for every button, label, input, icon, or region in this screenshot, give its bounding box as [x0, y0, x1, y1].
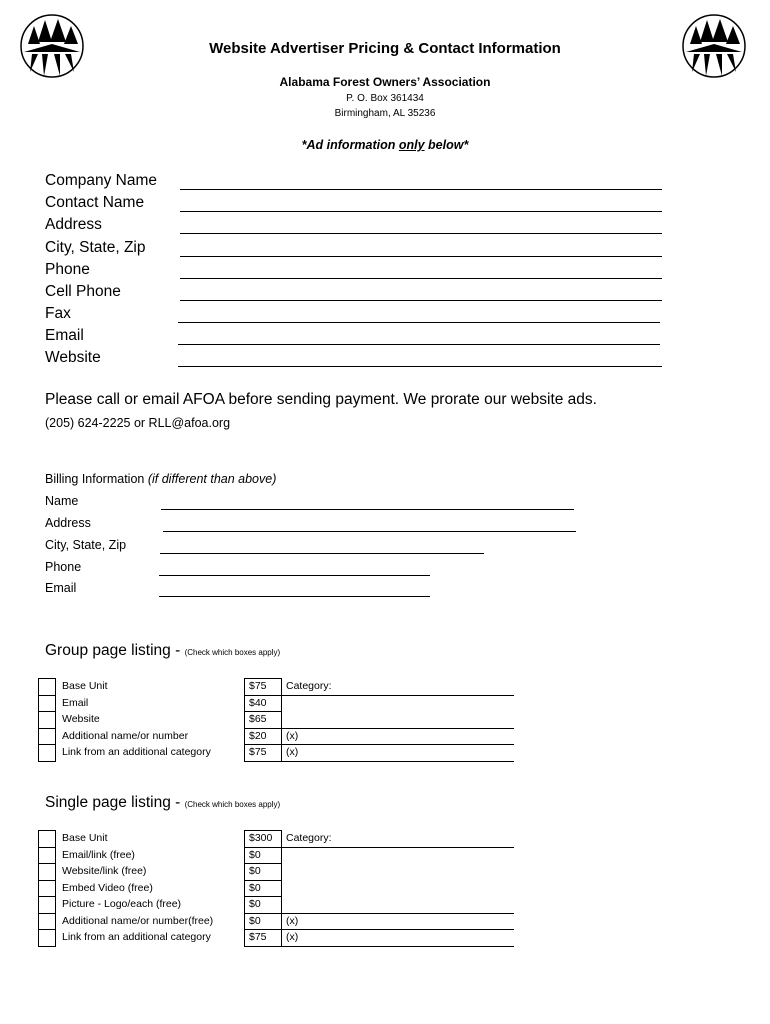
billing-name-field[interactable] [161, 509, 574, 510]
billing-address-field[interactable] [163, 531, 576, 532]
checkbox[interactable] [39, 695, 56, 712]
billing-city-label: City, State, Zip [45, 538, 127, 552]
table-row: Picture - Logo/each (free) $0 [39, 897, 515, 914]
table-row: Website/link (free) $0 [39, 864, 515, 881]
table-row: Email/link (free) $0 [39, 847, 515, 864]
city-state-zip-label: City, State, Zip [45, 239, 146, 256]
ad-info-note: *Ad information only below* [301, 138, 469, 152]
address-label: Address [45, 216, 102, 233]
table-row: Base Unit $75 Category: [39, 679, 515, 696]
checkbox[interactable] [39, 831, 56, 848]
checkbox[interactable] [39, 897, 56, 914]
website-field[interactable] [178, 366, 662, 367]
billing-phone-label: Phone [45, 560, 82, 574]
checkbox[interactable] [39, 679, 56, 696]
billing-phone-field[interactable] [159, 575, 430, 576]
group-listing-table [38, 678, 514, 762]
phone-field[interactable] [180, 278, 662, 279]
billing-name-label: Name [45, 494, 79, 508]
table-row: Additional name/or number(free) $0 (x) [39, 913, 515, 930]
city-address: Birmingham, AL 35236 [334, 108, 436, 119]
org-name: Alabama Forest Owners’ Association [279, 75, 491, 89]
table-row: Additional name/or number $20 (x) [39, 728, 515, 745]
fax-field[interactable] [178, 322, 660, 323]
checkbox[interactable] [39, 728, 56, 745]
checkbox[interactable] [39, 864, 56, 881]
contact-name-label: Contact Name [45, 194, 145, 211]
payment-note: Please call or email AFOA before sending payment. We prorate our website ads. [45, 391, 597, 408]
page-title: Website Advertiser Pricing & Contact Information [209, 40, 561, 57]
checkbox[interactable] [39, 847, 56, 864]
po-box: P. O. Box 361434 [346, 93, 424, 104]
billing-city-field[interactable] [160, 553, 484, 554]
company-name-label: Company Name [45, 172, 157, 189]
fax-label: Fax [45, 305, 71, 322]
single-listing-title: Single page listing - (Check which boxes apply) [45, 794, 281, 811]
billing-address-label: Address [45, 516, 91, 530]
cell-phone-field[interactable] [180, 300, 662, 301]
city-state-zip-field[interactable] [180, 256, 662, 257]
table-row: Website $65 [39, 712, 515, 729]
table-row: Email $40 [39, 695, 515, 712]
contact-name-field[interactable] [180, 211, 662, 212]
single-listing-table [38, 830, 514, 947]
checkbox[interactable] [39, 880, 56, 897]
address-field[interactable] [180, 233, 662, 234]
checkbox[interactable] [39, 712, 56, 729]
phone-label: Phone [45, 261, 90, 278]
email-label: Email [45, 327, 84, 344]
email-field[interactable] [178, 344, 660, 345]
contact-info: (205) 624-2225 or RLL@afoa.org [45, 416, 231, 430]
website-label: Website [45, 349, 101, 366]
company-name-field[interactable] [180, 189, 662, 190]
checkbox[interactable] [39, 930, 56, 947]
checkbox[interactable] [39, 913, 56, 930]
billing-email-label: Email [45, 581, 77, 595]
table-row: Embed Video (free) $0 [39, 880, 515, 897]
billing-heading: Billing Information (if different than above) [45, 472, 277, 486]
billing-email-field[interactable] [159, 596, 430, 597]
table-row: Link from an additional category $75 (x) [39, 745, 515, 762]
cell-phone-label: Cell Phone [45, 283, 121, 300]
table-row: Base Unit $300 Category: [39, 831, 515, 848]
group-listing-title: Group page listing - (Check which boxes apply) [45, 642, 281, 659]
checkbox[interactable] [39, 745, 56, 762]
table-row: Link from an additional category $75 (x) [39, 930, 515, 947]
